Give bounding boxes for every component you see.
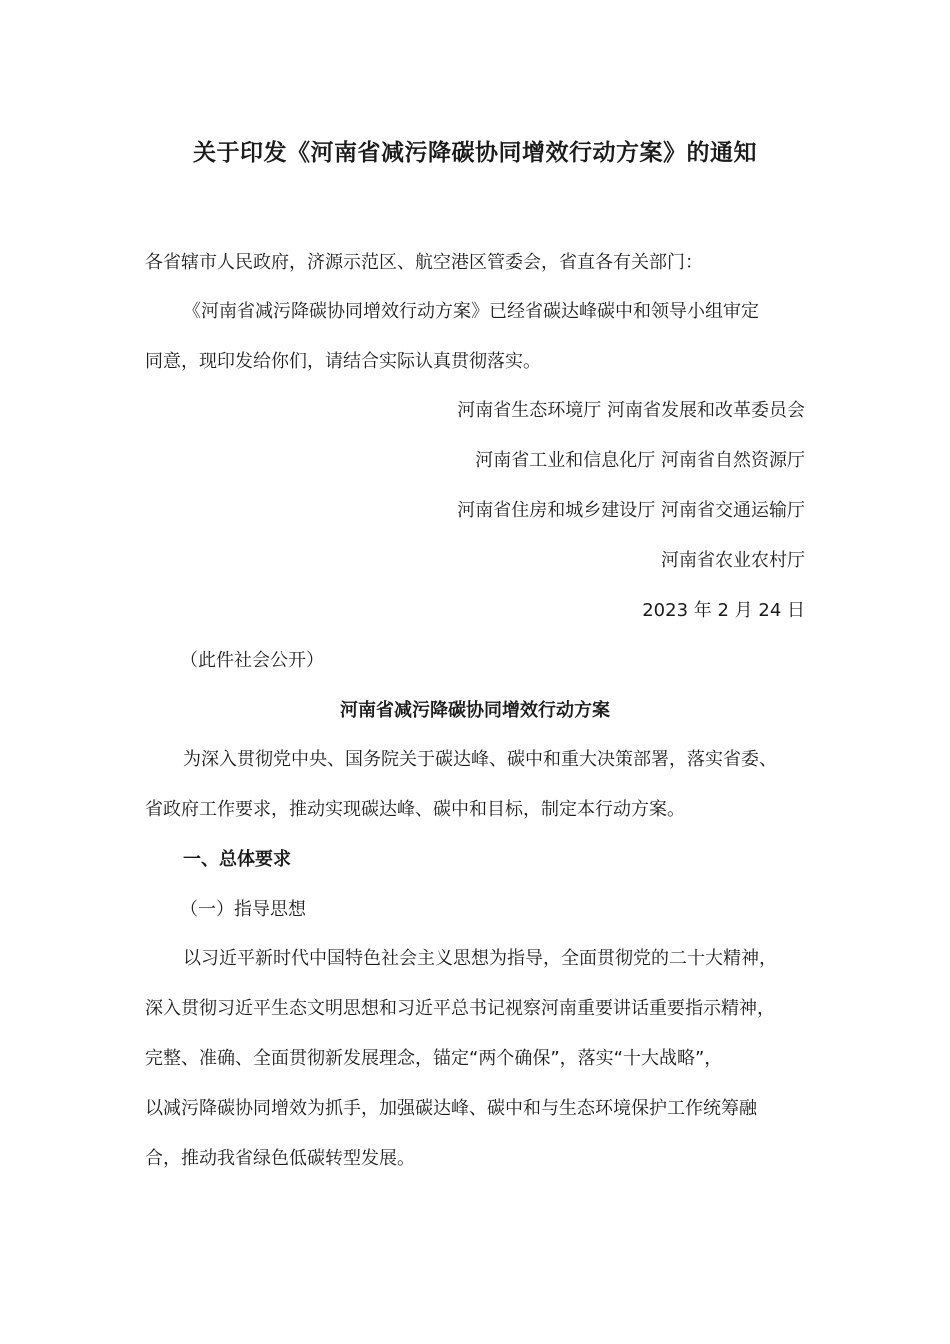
intro-line-1: 为深入贯彻党中央、国务院关于碳达峰、碳中和重大决策部署，落实省委、 [183,749,777,770]
guiding-thought-line-2: 深入贯彻习近平生态文明思想和习近平总书记视察河南重要讲话重要指示精神， [145,998,775,1019]
guiding-thought-line-1: 以习近平新时代中国特色社会主义思想为指导，全面贯彻党的二十大精神， [183,948,777,969]
salutation: 各省辖市人民政府，济源示范区、航空港区管委会，省直各有关部门： [145,252,703,273]
signatory-line-4: 河南省农业农村厅 [661,550,805,571]
signatory-line-1: 河南省生态环境厅 河南省发展和改革委员会 [457,400,805,421]
signatory-line-3: 河南省住房和城乡建设厅 河南省交通运输厅 [457,500,805,521]
notice-body-line-2: 同意，现印发给你们，请结合实际认真贯彻落实。 [145,351,541,372]
plan-title: 河南省减污降碳协同增效行动方案 [340,700,610,721]
issue-date: 2023 年 2 月 24 日 [642,600,805,621]
document-title: 关于印发《河南省减污降碳协同增效行动方案》的通知 [193,140,757,166]
guiding-thought-line-5: 合，推动我省绿色低碳转型发展。 [145,1148,415,1169]
guiding-thought-line-3: 完整、准确、全面贯彻新发展理念，锚定“两个确保”，落实“十大战略”， [145,1048,723,1069]
signatory-line-2: 河南省工业和信息化厅 河南省自然资源厅 [475,450,805,471]
subsection-heading: （一）指导思想 [180,899,306,920]
intro-line-2: 省政府工作要求，推动实现碳达峰、碳中和目标，制定本行动方案。 [145,799,685,820]
section-heading: 一、总体要求 [183,849,291,870]
disclosure-note: （此件社会公开） [180,650,324,671]
notice-body-line-1: 《河南省减污降碳协同增效行动方案》已经省碳达峰碳中和领导小组审定 [183,301,759,322]
guiding-thought-line-4: 以减污降碳协同增效为抓手，加强碳达峰、碳中和与生态环境保护工作统筹融 [145,1098,757,1119]
